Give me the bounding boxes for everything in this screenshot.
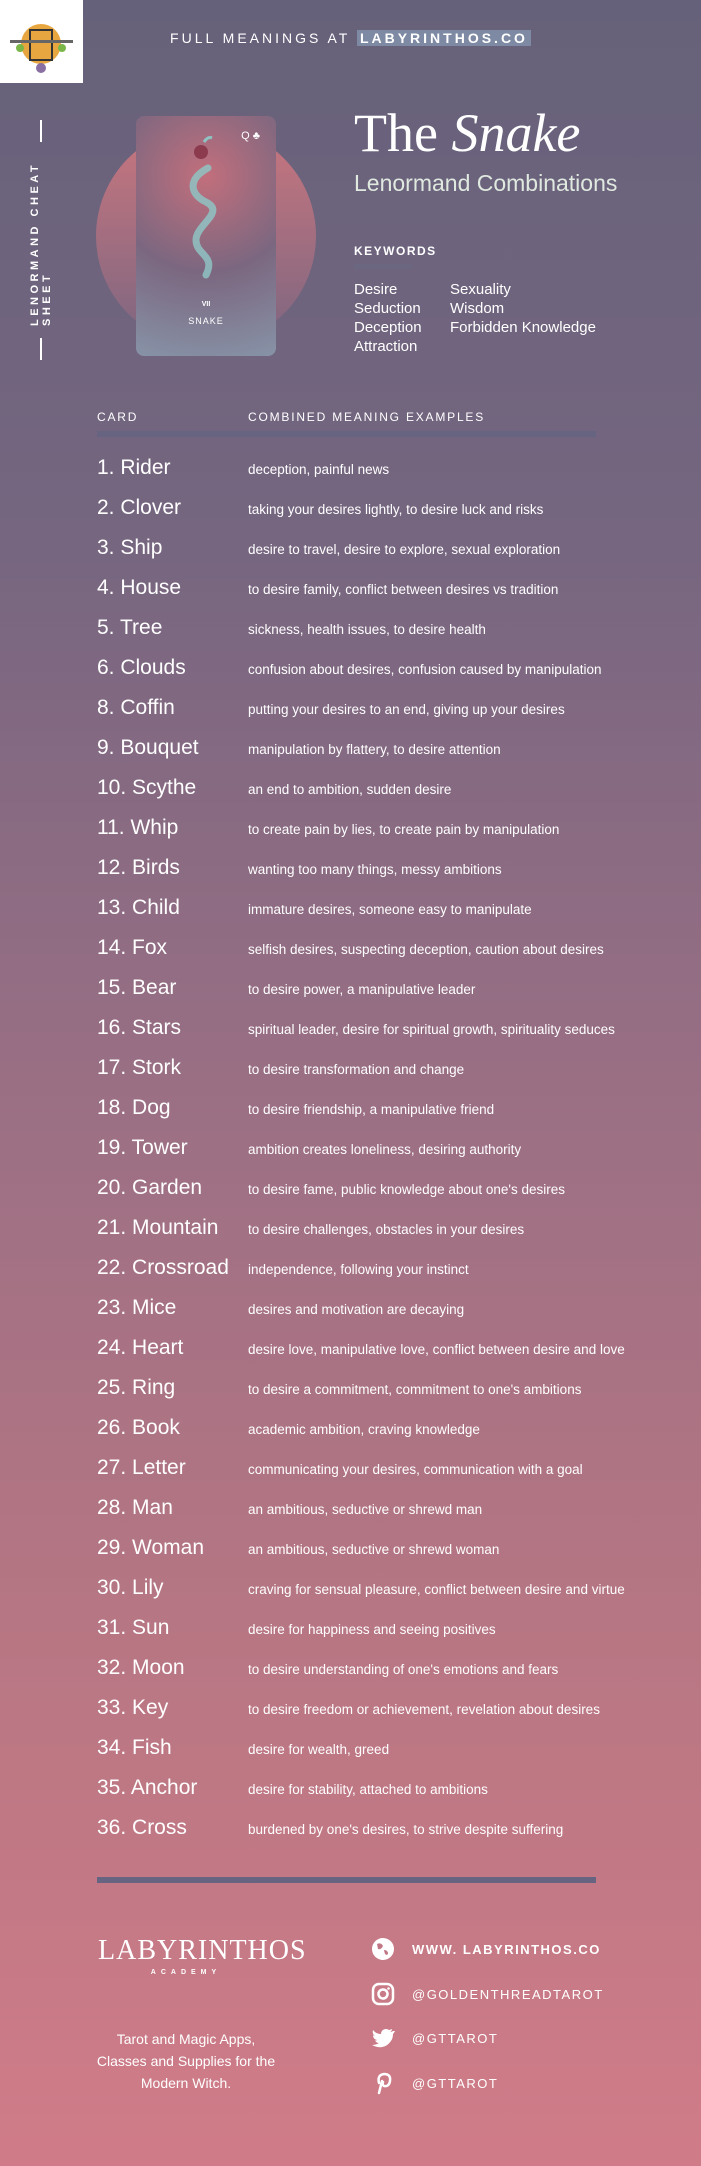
tagline — [86, 2028, 286, 2094]
table-row — [97, 1132, 697, 1172]
keyword: Desire — [354, 281, 398, 298]
meaning-cell: desire love, manipulative love, conflict between desire and love — [248, 1342, 625, 1357]
brand-subtitle: ACADEMY — [150, 1969, 222, 1976]
twitter-link[interactable] — [370, 2023, 498, 2053]
table-row — [97, 612, 697, 652]
page-subtitle: Lenormand Combinations — [354, 170, 618, 196]
meaning-cell: desire to travel, desire to explore, sexual exploration — [248, 542, 561, 557]
table-row — [97, 1292, 697, 1332]
website-link[interactable] — [370, 1934, 601, 1964]
card-name-cell: 36. Cross — [97, 1816, 187, 1839]
side-label-text: LENORMAND CHEAT SHEET — [29, 161, 53, 326]
meaning-cell: ambition creates loneliness, desiring authority — [248, 1142, 522, 1157]
card-name-cell: 28. Man — [97, 1496, 173, 1519]
card-name-cell: 22. Crossroad — [97, 1256, 229, 1279]
instagram-link[interactable] — [370, 1979, 604, 2009]
keyword: Wisdom — [450, 300, 505, 317]
meaning-cell: to create pain by lies, to create pain by manipulation — [248, 822, 560, 837]
meaning-cell: craving for sensual pleasure, conflict between desire and virtue — [248, 1582, 625, 1597]
meaning-cell: an end to ambition, sudden desire — [248, 782, 452, 797]
meaning-cell: putting your desires to an end, giving up your desires — [248, 702, 565, 717]
tagline-line: Modern Witch. — [140, 2075, 232, 2091]
card-name-cell: 1. Rider — [97, 456, 171, 479]
table-row — [97, 972, 697, 1012]
table-row — [97, 1172, 697, 1212]
page-title — [354, 102, 580, 164]
combinations-table — [97, 452, 697, 1852]
card-name-cell: 2. Clover — [97, 496, 182, 519]
tagline-line: Classes and Supplies for the — [96, 2053, 276, 2069]
meaning-cell: to desire fame, public knowledge about one's desires — [248, 1182, 566, 1197]
table-row — [97, 1772, 697, 1812]
keywords-underline — [354, 264, 412, 269]
table-row — [97, 1332, 697, 1372]
table-row — [97, 1492, 697, 1532]
meaning-cell: desires and motivation are decaying — [248, 1302, 465, 1317]
table-row — [97, 1412, 697, 1452]
meaning-cell: to desire power, a manipulative leader — [248, 982, 476, 997]
card-name-cell: 21. Mountain — [97, 1216, 219, 1239]
keywords-heading: KEYWORDS — [354, 244, 437, 258]
twitter-handle[interactable]: @GTTAROT — [412, 2030, 499, 2046]
card-name-cell: 17. Stork — [97, 1056, 182, 1079]
column-header-meaning: COMBINED MEANING EXAMPLES — [248, 410, 486, 424]
header-prefix: FULL MEANINGS AT — [170, 30, 351, 46]
card-name-cell: 18. Dog — [97, 1096, 171, 1119]
card-name-cell: 15. Bear — [97, 976, 177, 999]
keywords-col-2 — [450, 280, 596, 337]
divider — [40, 120, 42, 142]
meaning-cell: selfish desires, suspecting deception, caution about desires — [248, 942, 604, 957]
divider — [40, 338, 42, 360]
snake-icon — [166, 130, 246, 280]
instagram-icon — [370, 1981, 396, 2007]
card-name-cell: 10. Scythe — [97, 776, 197, 799]
table-row — [97, 1652, 697, 1692]
meaning-cell: wanting too many things, messy ambitions — [248, 862, 502, 877]
tagline-line: Tarot and Magic Apps, — [116, 2031, 256, 2047]
table-row — [97, 812, 697, 852]
keyword: Seduction — [354, 300, 421, 317]
meaning-cell: academic ambition, craving knowledge — [248, 1422, 480, 1437]
header-link[interactable] — [0, 30, 701, 46]
card-name-cell: 33. Key — [97, 1696, 169, 1719]
table-row — [97, 1092, 697, 1132]
card-name-cell: 26. Book — [97, 1416, 180, 1439]
card-suit: Q ♣ — [241, 130, 260, 142]
meaning-cell: to desire challenges, obstacles in your desires — [248, 1222, 525, 1237]
meaning-cell: desire for happiness and seeing positives — [248, 1622, 496, 1637]
card-name-cell: 27. Letter — [97, 1456, 186, 1479]
table-row — [97, 732, 697, 772]
snake-card-image — [136, 116, 276, 356]
table-row — [97, 1252, 697, 1292]
table-row — [97, 1052, 697, 1092]
meaning-cell: to desire family, conflict between desires vs tradition — [248, 582, 559, 597]
card-name-cell: 13. Child — [97, 896, 180, 919]
card-name-cell: 35. Anchor — [97, 1776, 198, 1799]
meaning-cell: manipulation by flattery, to desire attention — [248, 742, 501, 757]
brand-logo: LABYRINTHOS — [98, 1935, 307, 1966]
pinterest-handle[interactable]: @GTTAROT — [412, 2075, 499, 2091]
keyword: Attraction — [354, 338, 418, 355]
table-row — [97, 1212, 697, 1252]
meaning-cell: to desire freedom or achievement, revelation about desires — [248, 1702, 600, 1717]
meaning-cell: burdened by one's desires, to strive despite suffering — [248, 1822, 564, 1837]
card-name-cell: 31. Sun — [97, 1616, 170, 1639]
card-name-cell: 3. Ship — [97, 536, 163, 559]
keyword: Deception — [354, 319, 422, 336]
card-name-cell: 20. Garden — [97, 1176, 203, 1199]
table-row — [97, 532, 697, 572]
table-row — [97, 1732, 697, 1772]
table-row — [97, 692, 697, 732]
table-row — [97, 892, 697, 932]
meaning-cell: an ambitious, seductive or shrewd man — [248, 1502, 483, 1517]
table-row — [97, 1012, 697, 1052]
card-name-cell: 23. Mice — [97, 1296, 177, 1319]
meaning-cell: to desire a commitment, commitment to one's ambitions — [248, 1382, 582, 1397]
meaning-cell: taking your desires lightly, to desire luck and risks — [248, 502, 544, 517]
title-the: The — [354, 103, 438, 163]
meaning-cell: immature desires, someone easy to manipulate — [248, 902, 532, 917]
table-row — [97, 652, 697, 692]
meaning-cell: to desire transformation and change — [248, 1062, 465, 1077]
title-name: Snake — [451, 103, 581, 163]
table-row — [97, 1812, 697, 1852]
table-row — [97, 1612, 697, 1652]
table-row — [97, 1452, 697, 1492]
keyword: Forbidden Knowledge — [450, 319, 596, 336]
instagram-handle[interactable]: @GOLDENTHREADTAROT — [412, 1986, 604, 2002]
table-row — [97, 1692, 697, 1732]
card-name-cell: 9. Bouquet — [97, 736, 199, 759]
card-name-cell: 34. Fish — [97, 1736, 172, 1759]
card-name-cell: 24. Heart — [97, 1336, 184, 1359]
meaning-cell: communicating your desires, communication with a goal — [248, 1462, 583, 1477]
table-row — [97, 932, 697, 972]
table-row — [97, 1532, 697, 1572]
meaning-cell: spiritual leader, desire for spiritual growth, spirituality seduces — [248, 1022, 615, 1037]
table-row — [97, 772, 697, 812]
meaning-cell: desire for wealth, greed — [248, 1742, 390, 1757]
table-row — [97, 492, 697, 532]
card-name-cell: 11. Whip — [97, 816, 179, 839]
card-name-cell: 12. Birds — [97, 856, 180, 879]
meaning-cell: sickness, health issues, to desire health — [248, 622, 486, 637]
card-name-cell: 19. Tower — [97, 1136, 188, 1159]
header-divider — [97, 431, 596, 437]
twitter-icon — [370, 2025, 396, 2051]
card-name-cell: 5. Tree — [97, 616, 163, 639]
table-row — [97, 1572, 697, 1612]
footer-divider — [97, 1877, 596, 1883]
side-label — [28, 120, 54, 360]
keyword: Sexuality — [450, 281, 511, 298]
card-name: SNAKE — [188, 316, 224, 326]
meaning-cell: to desire understanding of one's emotions and fears — [248, 1662, 559, 1677]
table-row — [97, 1372, 697, 1412]
meaning-cell: confusion about desires, confusion caused by manipulation — [248, 662, 602, 677]
card-name-cell: 29. Woman — [97, 1536, 204, 1559]
table-row — [97, 452, 697, 492]
card-name-cell: 4. House — [97, 576, 182, 599]
pinterest-icon — [370, 2070, 396, 2096]
card-name-cell: 32. Moon — [97, 1656, 185, 1679]
card-name-cell: 14. Fox — [97, 936, 168, 959]
card-name-cell: 6. Clouds — [97, 656, 186, 679]
card-name-cell: 16. Stars — [97, 1016, 182, 1039]
pinterest-link[interactable] — [370, 2068, 498, 2098]
keywords-col-1 — [354, 280, 422, 356]
website-text[interactable]: WWW. LABYRINTHOS.CO — [412, 1941, 601, 1957]
column-header-card: CARD — [97, 410, 139, 424]
card-name-cell: 8. Coffin — [97, 696, 175, 719]
site-link[interactable]: LABYRINTHOS.CO — [357, 30, 531, 46]
card-numeral: VII — [201, 301, 211, 308]
card-name-cell: 30. Lily — [97, 1576, 164, 1599]
globe-icon — [370, 1936, 396, 1962]
table-row — [97, 852, 697, 892]
meaning-cell: deception, painful news — [248, 462, 390, 477]
meaning-cell: independence, following your instinct — [248, 1262, 469, 1277]
meaning-cell: desire for stability, attached to ambitions — [248, 1782, 488, 1797]
meaning-cell: to desire friendship, a manipulative friend — [248, 1102, 495, 1117]
card-name-cell: 25. Ring — [97, 1376, 176, 1399]
meaning-cell: an ambitious, seductive or shrewd woman — [248, 1542, 500, 1557]
table-row — [97, 572, 697, 612]
